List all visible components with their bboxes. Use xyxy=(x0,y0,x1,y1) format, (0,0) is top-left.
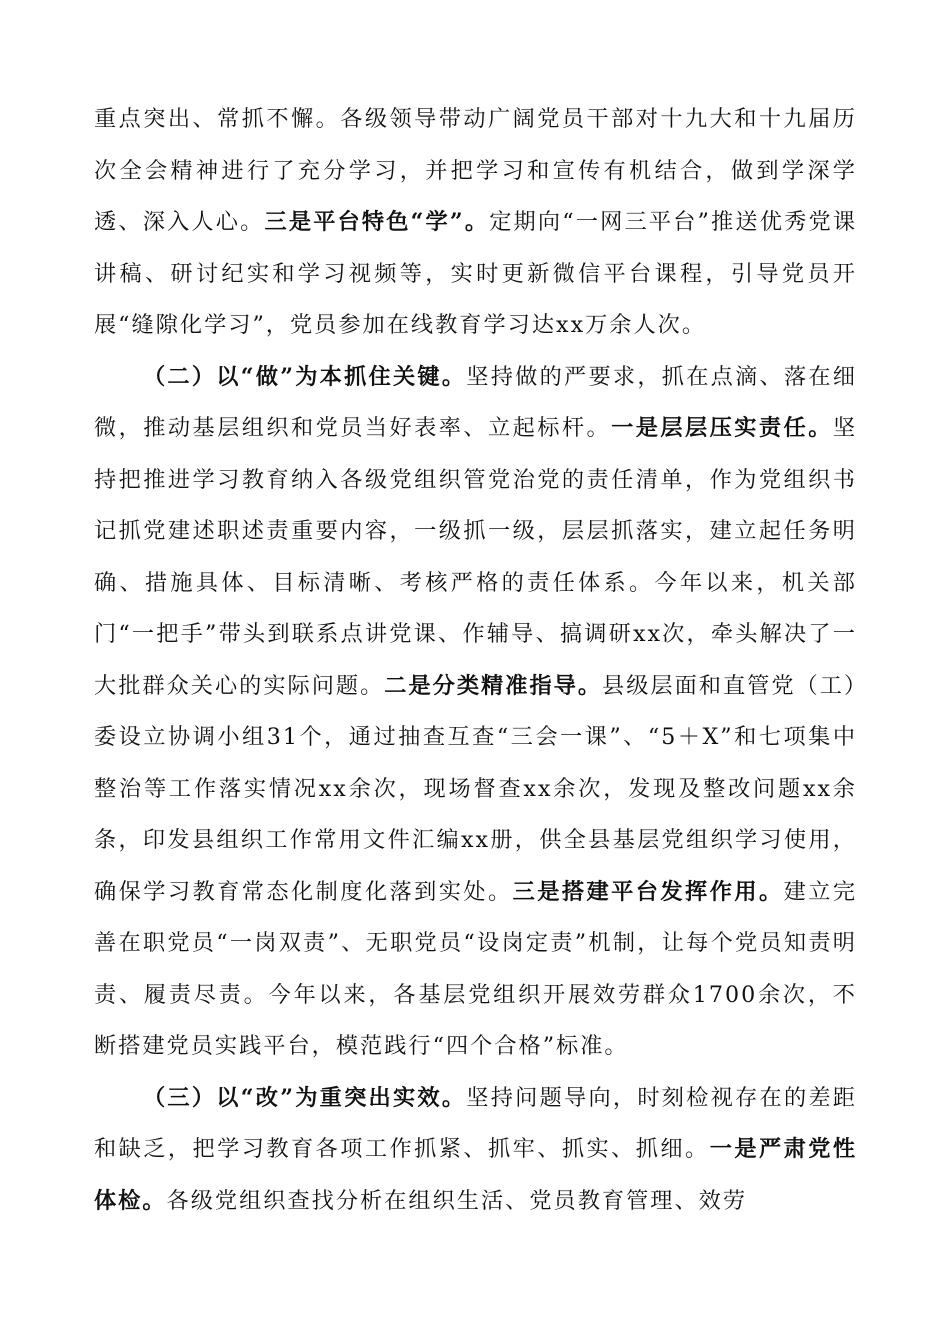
paragraph-text: 县级层面和直管党（工）委设立协调小组31个，通过抽查互查“三会一课”、“5＋X”和七项集中整治等工作落实情况xx余次，现场督查xx余次，发现及整改问题xx余条，印发县组织工作常用文件汇编xx册，供全县基层党组织学习使用，确保学习教育常态化制度化落到实处。 xyxy=(94,672,858,905)
paragraph-text: 建立完善在职党员“一岗双责”、无职党员“设岗定责”机制，让每个党员知责明责、履责尽责。今年以来，各基层党组织开展效劳群众1700余次，不断搭建党员实践平台，模范践行“四个合格”标准。 xyxy=(94,878,858,1059)
bold-heading: 一是严肃党性体检。 xyxy=(94,1136,858,1214)
paragraph-study-platform xyxy=(94,94,857,352)
section-heading: （三）以“改”为重突出实效。 xyxy=(143,1084,467,1111)
bold-heading: 三是搭建平台发挥作用。 xyxy=(512,878,784,905)
bold-heading: 一是层层压实责任。 xyxy=(611,415,833,441)
section-heading: （二）以“做”为本抓住关键。 xyxy=(143,363,467,390)
paragraph-section-two xyxy=(94,352,857,1073)
paragraph-text: 各级党组织查找分析在组织生活、党员教育管理、效劳 xyxy=(166,1187,748,1214)
paragraph-text: 坚持做的严要求，抓在点滴、落在细微，推动基层组织和党员当好表率、立起标杆。 xyxy=(94,363,857,441)
paragraph-text: 定期向“一网三平台”推送优秀党课讲稿、研讨纪实和学习视频等，实时更新微信平台课程，引导党员开展“缝隙化学习”，党员参加在线教育学习达xx万余人次。 xyxy=(94,209,858,338)
paragraph-section-three xyxy=(94,1073,857,1228)
bold-heading: 二是分类精准指导。 xyxy=(384,672,603,699)
paragraph-text: 坚持问题导向，时刻检视存在的差距和缺乏，把学习教育各项工作抓紧、抓牢、抓实、抓细。 xyxy=(94,1084,857,1162)
bold-heading: 三是平台特色“学”。 xyxy=(264,209,490,235)
paragraph-text: 重点突出、常抓不懈。各级领导带动广阔党员干部对十九大和十九届历次全会精神进行了充分学习，并把学习和宣传有机结合，做到学深学透、深入人心。 xyxy=(94,106,857,235)
paragraph-text: 坚持把推进学习教育纳入各级党组织管党治党的责任清单，作为党组织书记抓党建述职述责重要内容，一级抓一级，层层抓落实，建立起任务明确、措施具体、目标清晰、考核严格的责任体系。今年以来，机关部门“一把手”带头到联系点讲党课、作辅导、搞调研xx次，牵头解决了一大批群众关心的实际问题。 xyxy=(94,415,858,699)
